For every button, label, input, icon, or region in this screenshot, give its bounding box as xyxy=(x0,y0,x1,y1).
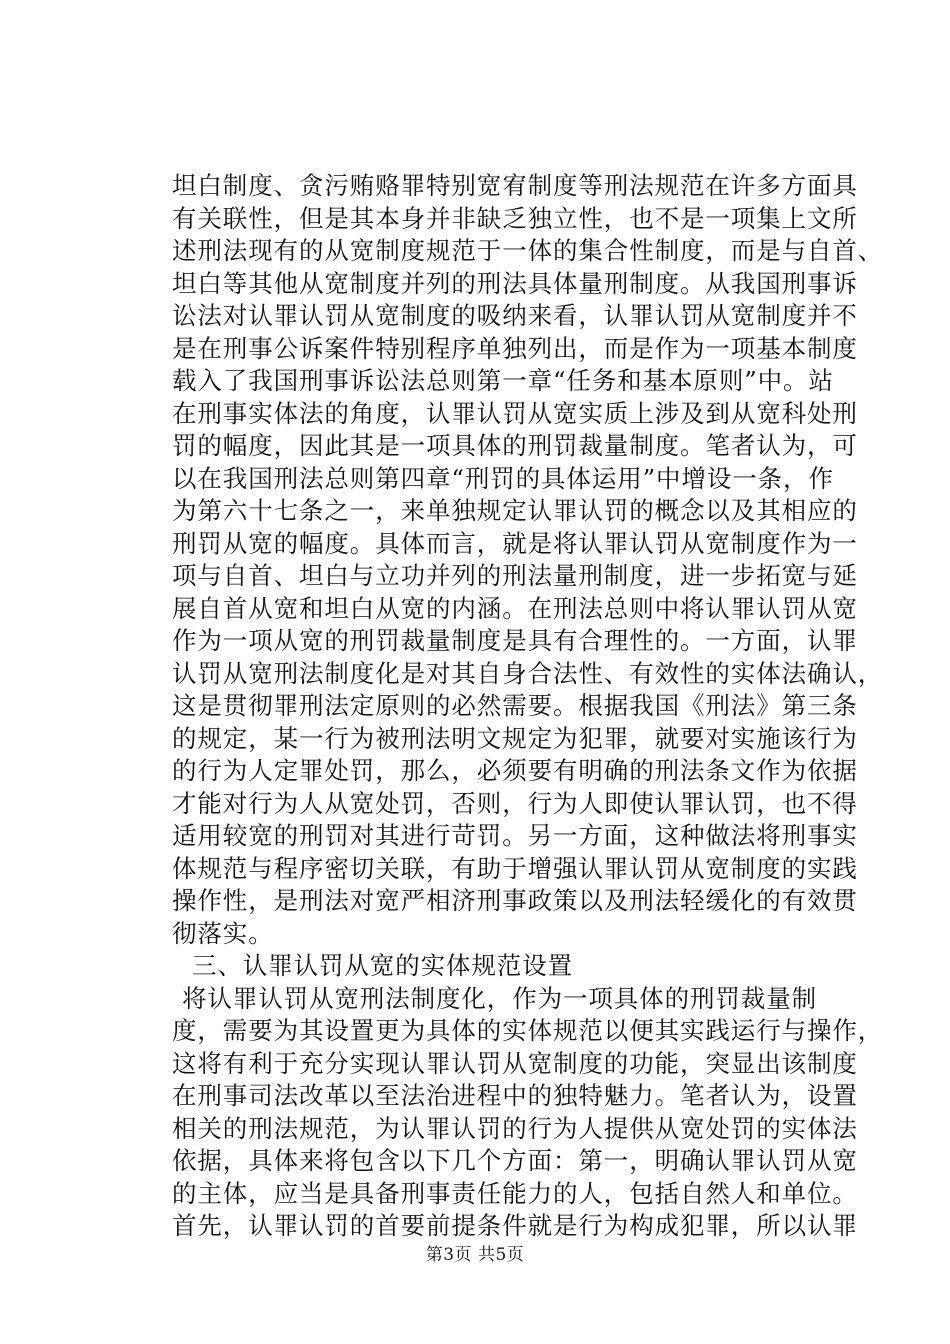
text-line: 坦白等其他从宽制度并列的刑法具体量刑制度。从我国刑事诉 xyxy=(172,268,858,298)
text-line: 的主体，应当是具备刑事责任能力的人，包括自然人和单位。 xyxy=(172,1178,858,1208)
page-number-footer: 第3页 共5页 xyxy=(425,1245,525,1265)
text-line: 认罚从宽刑法制度化是对其自身合法性、有效性的实体法确认， xyxy=(172,658,884,688)
text-line: 项与自首、坦白与立功并列的刑法量刑制度，进一步拓宽与延 xyxy=(172,561,858,590)
text-line: 刑罚从宽的幅度。具体而言，就是将认罪认罚从宽制度作为一 xyxy=(172,528,858,558)
text-line: 首先，认罪认罚的首要前提条件就是行为构成犯罪，所以认罪 xyxy=(172,1211,858,1240)
text-line: 体规范与程序密切关联，有助于增强认罪认罚从宽制度的实践 xyxy=(172,853,858,883)
text-line: 这将有利于充分实现认罪认罚从宽制度的功能，突显出该制度 xyxy=(172,1048,858,1078)
text-line: 度，需要为其设置更为具体的实体规范以便其实践运行与操作， xyxy=(172,1016,884,1045)
text-line: 才能对行为人从宽处罚，否则，行为人即使认罪认罚，也不得 xyxy=(172,788,858,818)
text-line: 罚的幅度，因此其是一项具体的刑罚裁量制度。笔者认为，可 xyxy=(172,431,858,460)
text-line: 彻落实。 xyxy=(172,918,274,948)
text-line: 在刑事司法改革以至法治进程中的独特魅力。笔者认为，设置 xyxy=(172,1081,858,1110)
text-line: 是在刑事公诉案件特别程序单独列出，而是作为一项基本制度 xyxy=(172,333,858,363)
text-line: 为第六十七条之一，来单独规定认罪认罚的概念以及其相应的 xyxy=(172,496,858,525)
text-line: 这是贯彻罪刑法定原则的必然需要。根据我国《刑法》第三条 xyxy=(172,691,858,720)
text-line: 以在我国刑法总则第四章“刑罚的具体运用”中增设一条，作 xyxy=(172,463,834,493)
text-line: 的规定，某一行为被刑法明文规定为犯罪，就要对实施该行为 xyxy=(172,723,858,753)
section-heading: 三、认罪认罚从宽的实体规范设置 xyxy=(192,951,573,980)
text-line: 相关的刑法规范，为认罪认罚的行为人提供从宽处罚的实体法 xyxy=(172,1113,858,1143)
text-line: 作为一项从宽的刑罚裁量制度是具有合理性的。一方面，认罪 xyxy=(172,626,858,655)
text-line: 操作性，是刑法对宽严相济刑事政策以及刑法轻缓化的有效贯 xyxy=(172,886,858,915)
text-line: 在刑事实体法的角度，认罪认罚从宽实质上涉及到从宽科处刑 xyxy=(172,398,858,428)
text-line: 的行为人定罪处罚，那么，必须要有明确的刑法条文作为依据 xyxy=(172,756,858,785)
text-line: 展自首从宽和坦白从宽的内涵。在刑法总则中将认罪认罚从宽 xyxy=(172,593,858,623)
text-line: 依据，具体来将包含以下几个方面：第一，明确认罪认罚从宽 xyxy=(172,1146,858,1175)
text-line: 坦白制度、贪污贿赂罪特别宽宥制度等刑法规范在许多方面具 xyxy=(172,171,858,200)
text-line: 讼法对认罪认罚从宽制度的吸纳来看，认罪认罚从宽制度并不 xyxy=(172,301,858,330)
text-line: 将认罪认罚从宽刑法制度化，作为一项具体的刑罚裁量制 xyxy=(182,983,817,1013)
text-line: 载入了我国刑事诉讼法总则第一章“任务和基本原则”中。站 xyxy=(172,366,834,395)
text-line: 述刑法现有的从宽制度规范于一体的集合性制度，而是与自首、 xyxy=(172,236,884,265)
text-line: 有关联性，但是其本身并非缺乏独立性，也不是一项集上文所 xyxy=(172,203,858,233)
text-line: 适用较宽的刑罚对其进行苛罚。另一方面，这种做法将刑事实 xyxy=(172,821,858,850)
body-text xyxy=(172,170,884,1243)
